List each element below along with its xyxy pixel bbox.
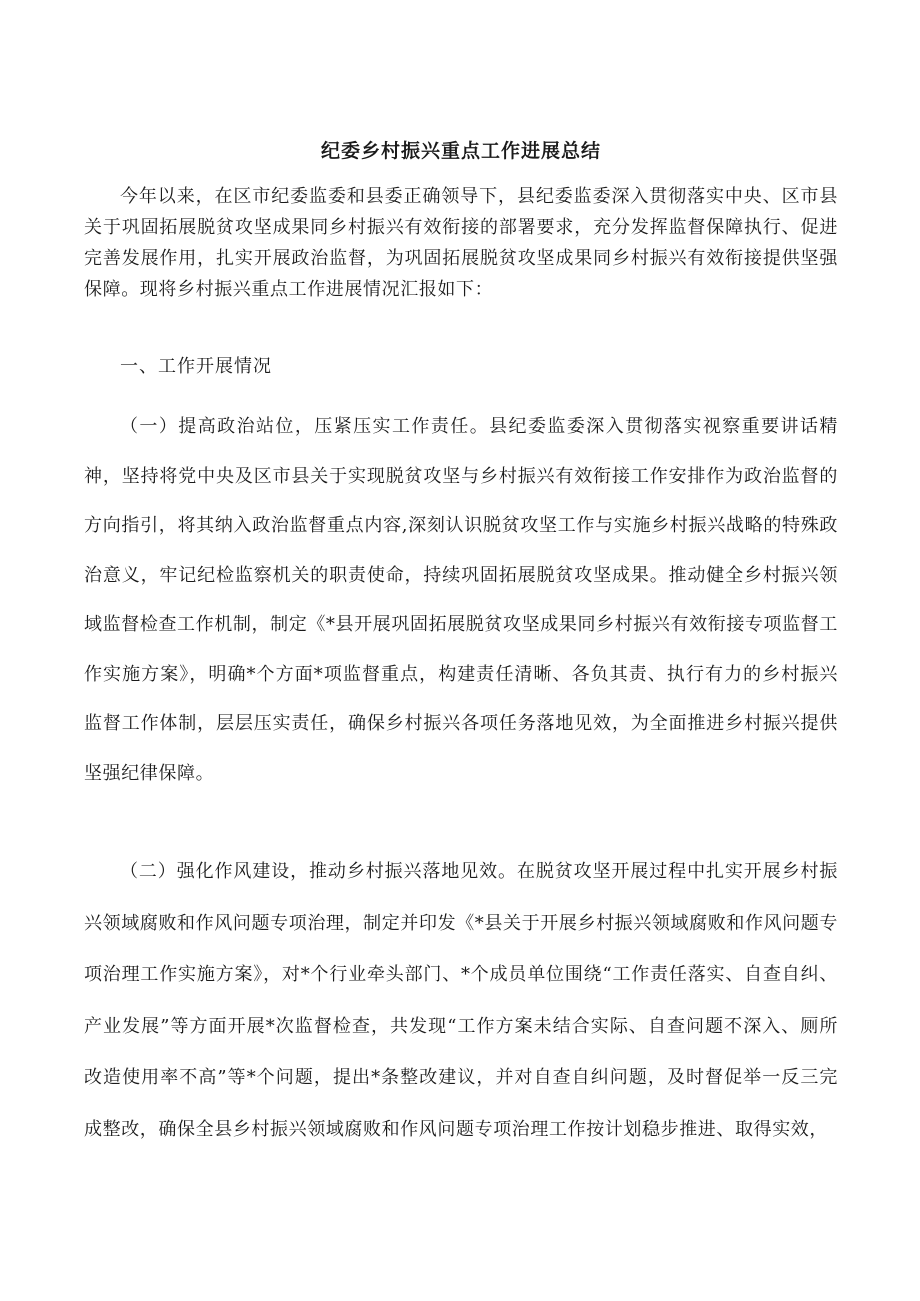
paragraph-one: （一）提高政治站位，压紧压实工作责任。县纪委监委深入贯彻落实视察重要讲话精神，坚持将党中央及区市县关于实现脱贫攻坚与乡村振兴有效衔接工作安排作为政治监督的方向指引，将其纳入政治监督重点内容,深刻认识脱贫攻坚工作与实施乡村振兴战略的特殊政治意义，牢记纪检监察机关的职责使命，持续巩固拓展脱贫攻坚成果。推动健全乡村振兴领域监督检查工作机制，制定《*县开展巩固拓展脱贫攻坚成果同乡村振兴有效衔接专项监督工作实施方案》，明确*个方面*项监督重点，构建责任清晰、各负其责、执行有力的乡村振兴监督工作体制，层层压实责任，确保乡村振兴各项任务落地见效，为全面推进乡村振兴提供坚强纪律保障。 <box>84 416 838 784</box>
section-heading: 一、工作开展情况 <box>120 356 272 377</box>
paragraph-two: （二）强化作风建设，推动乡村振兴落地见效。在脱贫攻坚开展过程中扎实开展乡村振兴领域腐败和作风问题专项治理，制定并印发《*县关于开展乡村振兴领域腐败和作风问题专项治理工作实施方案》，对*个行业牵头部门、*个成员单位围绕“工作责任落实、自查自纠、产业发展”等方面开展*次监督检查，共发现“工作方案未结合实际、自查问题不深入、厕所改造使用率不高”等*个问题，提出*条整改建议，并对自查自纠问题，及时督促举一反三完成整改，确保全县乡村振兴领域腐败和作风问题专项治理工作按计划稳步推进、取得实效， <box>84 861 838 1140</box>
intro-paragraph: 今年以来，在区市纪委监委和县委正确领导下，县纪委监委深入贯彻落实中央、区市县关于巩固拓展脱贫攻坚成果同乡村振兴有效衔接的部署要求，充分发挥监督保障执行、促进完善发展作用，扎实开展政治监督，为巩固拓展脱贫攻坚成果同乡村振兴有效衔接提供坚强保障。现将乡村振兴重点工作进展情况汇报如下： <box>84 186 838 300</box>
document-title: 纪委乡村振兴重点工作进展总结 <box>320 140 601 162</box>
